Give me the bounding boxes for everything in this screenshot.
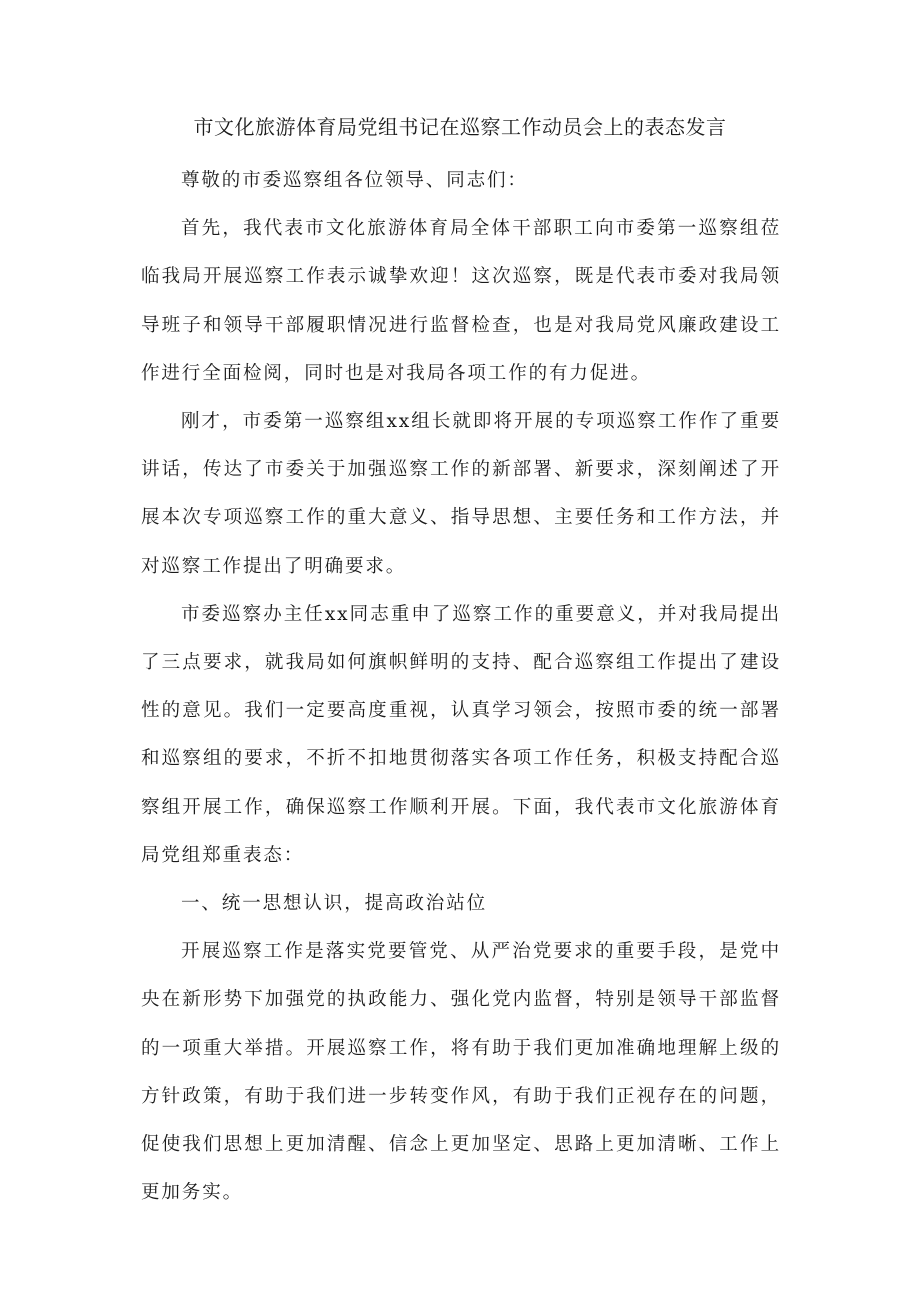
paragraph-welcome: 首先，我代表市文化旅游体育局全体干部职工向市委第一巡察组莅临我局开展巡察工作表示诚挚欢迎！这次巡察，既是代表市委对我局领导班子和领导干部履职情况进行监督检查，也是对我局党风廉政建设工作进行全面检阅，同时也是对我局各项工作的有力促进。 bbox=[141, 218, 781, 384]
section-paragraph: 开展巡察工作是落实党要管党、从严治党要求的重要手段，是党中央在新形势下加强党的执政能力、强化党内监督，特别是领导干部监督的一项重大举措。开展巡察工作，将有助于我们更加准确地理解上级的方针政策，有助于我们进一步转变作风，有助于我们正视存在的问题，促使我们思想上更加清醒、信念上更加坚定、思路上更加清晰、工作上更加务实。 bbox=[141, 941, 781, 1204]
greeting: 尊敬的市委巡察组各位领导、同志们： bbox=[181, 170, 528, 191]
paragraph-speech-summary: 刚才，市委第一巡察组xx组长就即将开展的专项巡察工作作了重要讲话，传达了市委关于加强巡察工作的新部署、新要求，深刻阐述了开展本次专项巡察工作的重大意义、指导思想、主要任务和工作方法，并对巡察工作提出了明确要求。 bbox=[141, 411, 781, 577]
section-heading: 一、统一思想认识，提高政治站位 bbox=[181, 893, 488, 915]
document-body bbox=[141, 157, 781, 1217]
paragraph-requirements: 市委巡察办主任xx同志重申了巡察工作的重要意义，并对我局提出了三点要求，就我局如何旗帜鲜明的支持、配合巡察组工作提出了建设性的意见。我们一定要高度重视，认真学习领会，按照市委的统一部署和巡察组的要求，不折不扣地贯彻落实各项工作任务，积极支持配合巡察组开展工作，确保巡察工作顺利开展。下面，我代表市文化旅游体育局党组郑重表态： bbox=[141, 603, 781, 866]
document-title: 市文化旅游体育局党组书记在巡察工作动员会上的表态发言 bbox=[193, 115, 727, 139]
